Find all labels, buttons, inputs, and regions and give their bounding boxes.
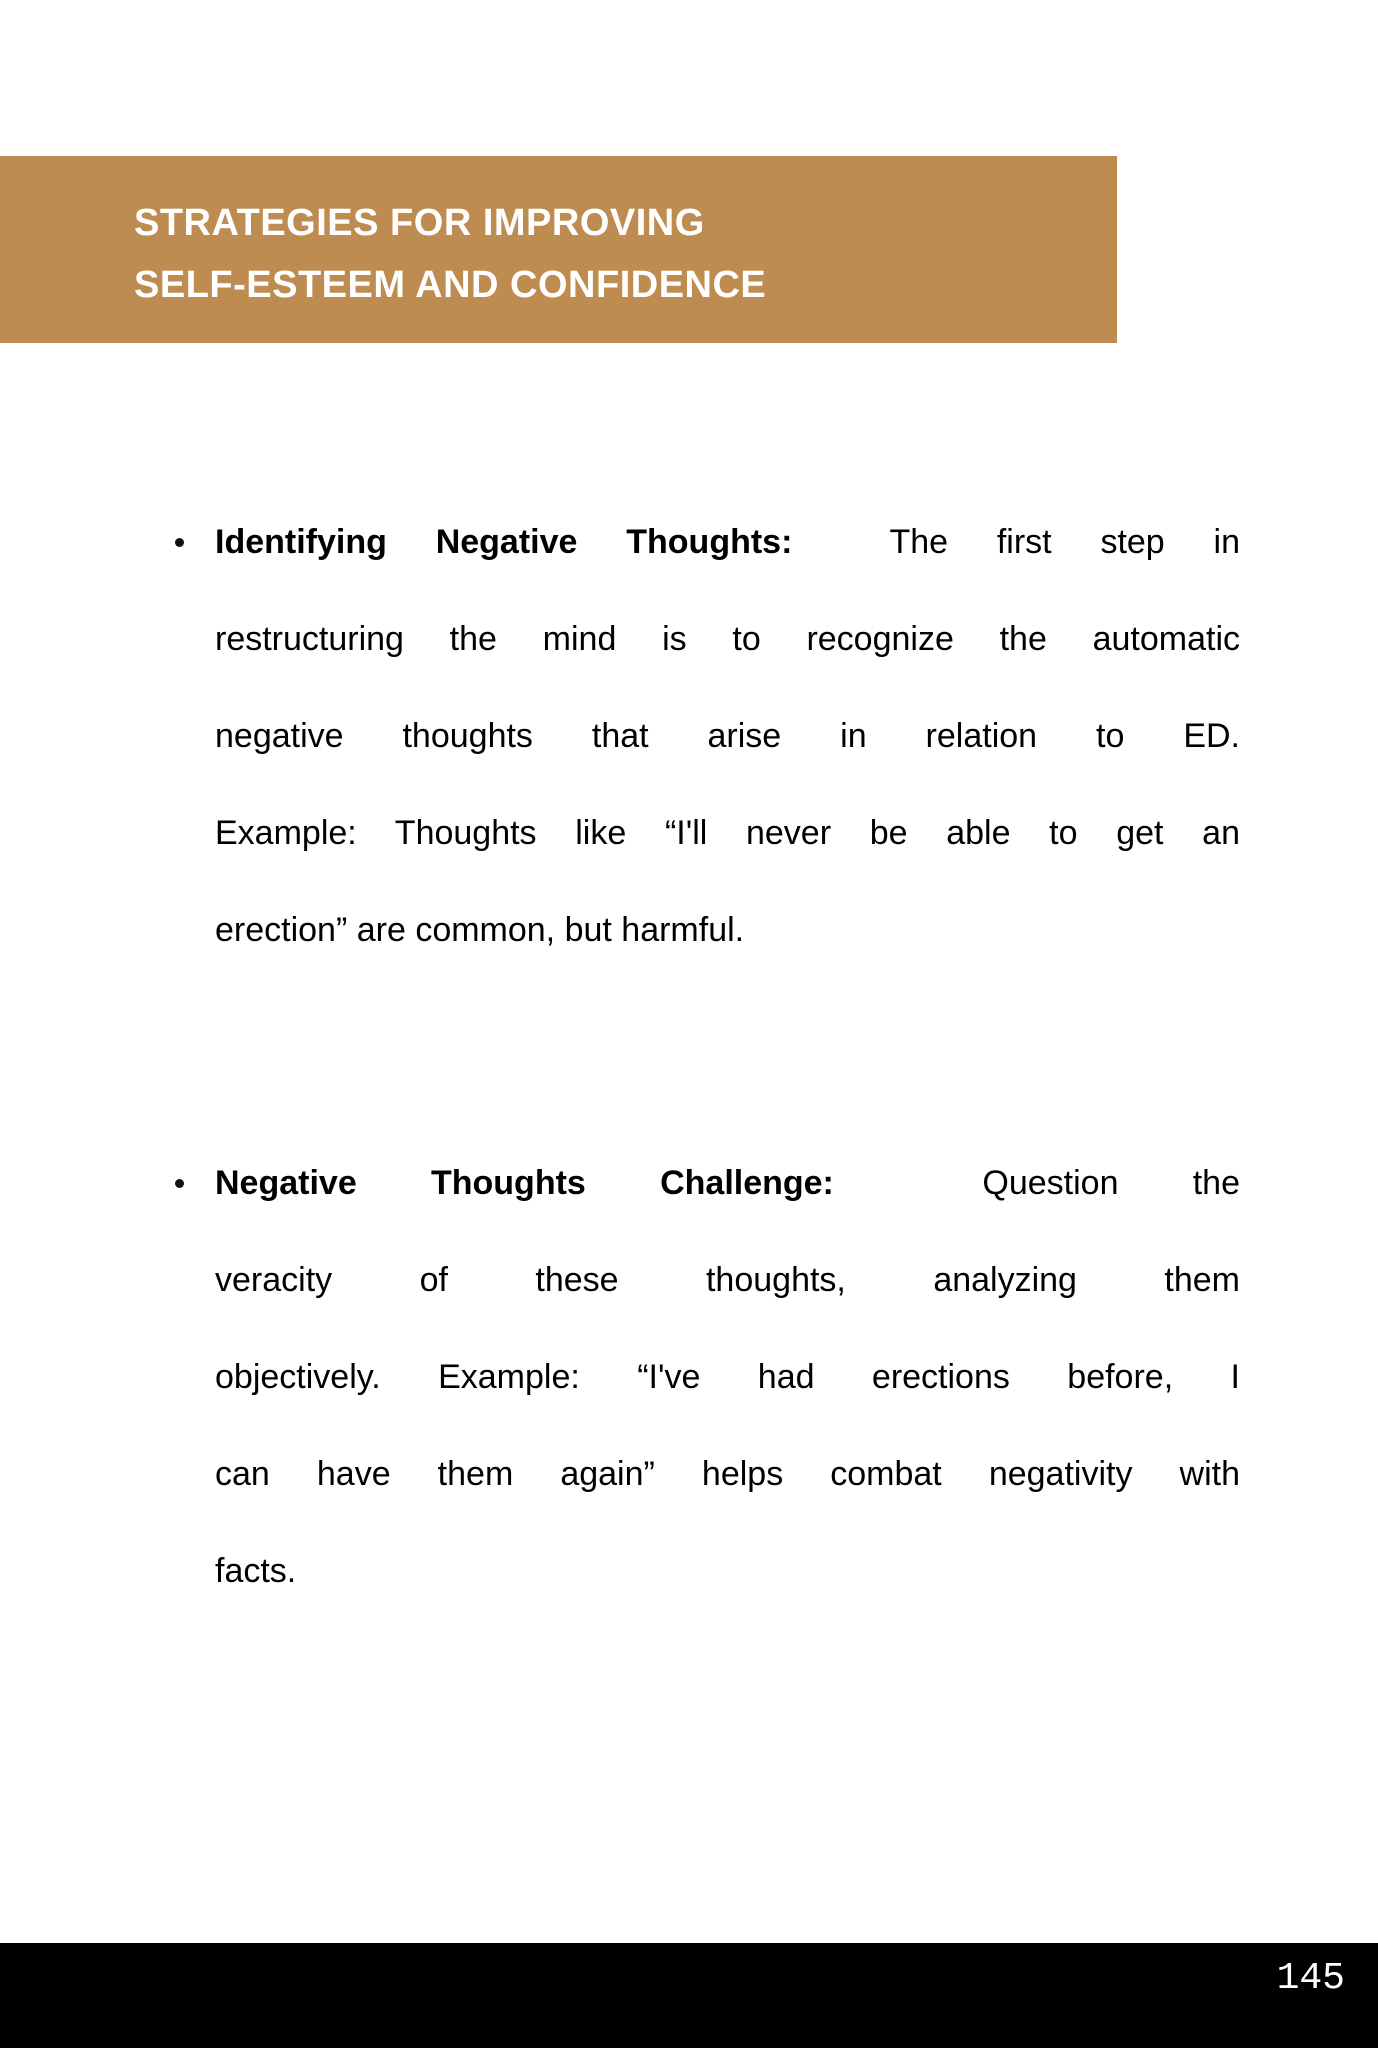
bullet-paragraph [215, 1135, 1240, 1620]
bullet-item-negative-thoughts-challenge [215, 1135, 1240, 1620]
paragraph-line: restructuring the mind is to recognize the automatic [215, 620, 1240, 658]
section-title-line-1: STRATEGIES FOR IMPROVING [134, 202, 705, 244]
section-header-banner [0, 156, 1117, 343]
page-number: 145 [1276, 1957, 1345, 2000]
footer-bar [0, 1943, 1378, 2048]
bullet-item-identifying-negative-thoughts [215, 494, 1240, 979]
paragraph-line: objectively. Example: “I've had erections before, I [215, 1358, 1240, 1396]
paragraph-line: Negative Thoughts Challenge: Question the [215, 1164, 1241, 1202]
bullet-icon [175, 1179, 184, 1188]
bullet-paragraph [215, 494, 1240, 979]
paragraph-line: veracity of these thoughts, analyzing them [215, 1261, 1240, 1299]
bullet-list [215, 494, 1240, 1620]
bullet-lead-bold: Identifying Negative Thoughts: [215, 523, 793, 561]
section-title-line-2: SELF-ESTEEM AND CONFIDENCE [134, 264, 767, 306]
bullet-lead-bold: Negative Thoughts Challenge: [215, 1164, 834, 1202]
paragraph-line: Identifying Negative Thoughts: The first step in [215, 523, 1240, 561]
paragraph-line: can have them again” helps combat negativity with [215, 1455, 1240, 1493]
paragraph-line: Example: Thoughts like “I'll never be able to get an [215, 814, 1240, 852]
bullet-icon [175, 538, 184, 547]
paragraph-line: negative thoughts that arise in relation to ED. [215, 717, 1240, 755]
paragraph-line: facts. [215, 1552, 297, 1590]
paragraph-line: erection” are common, but harmful. [215, 911, 745, 949]
